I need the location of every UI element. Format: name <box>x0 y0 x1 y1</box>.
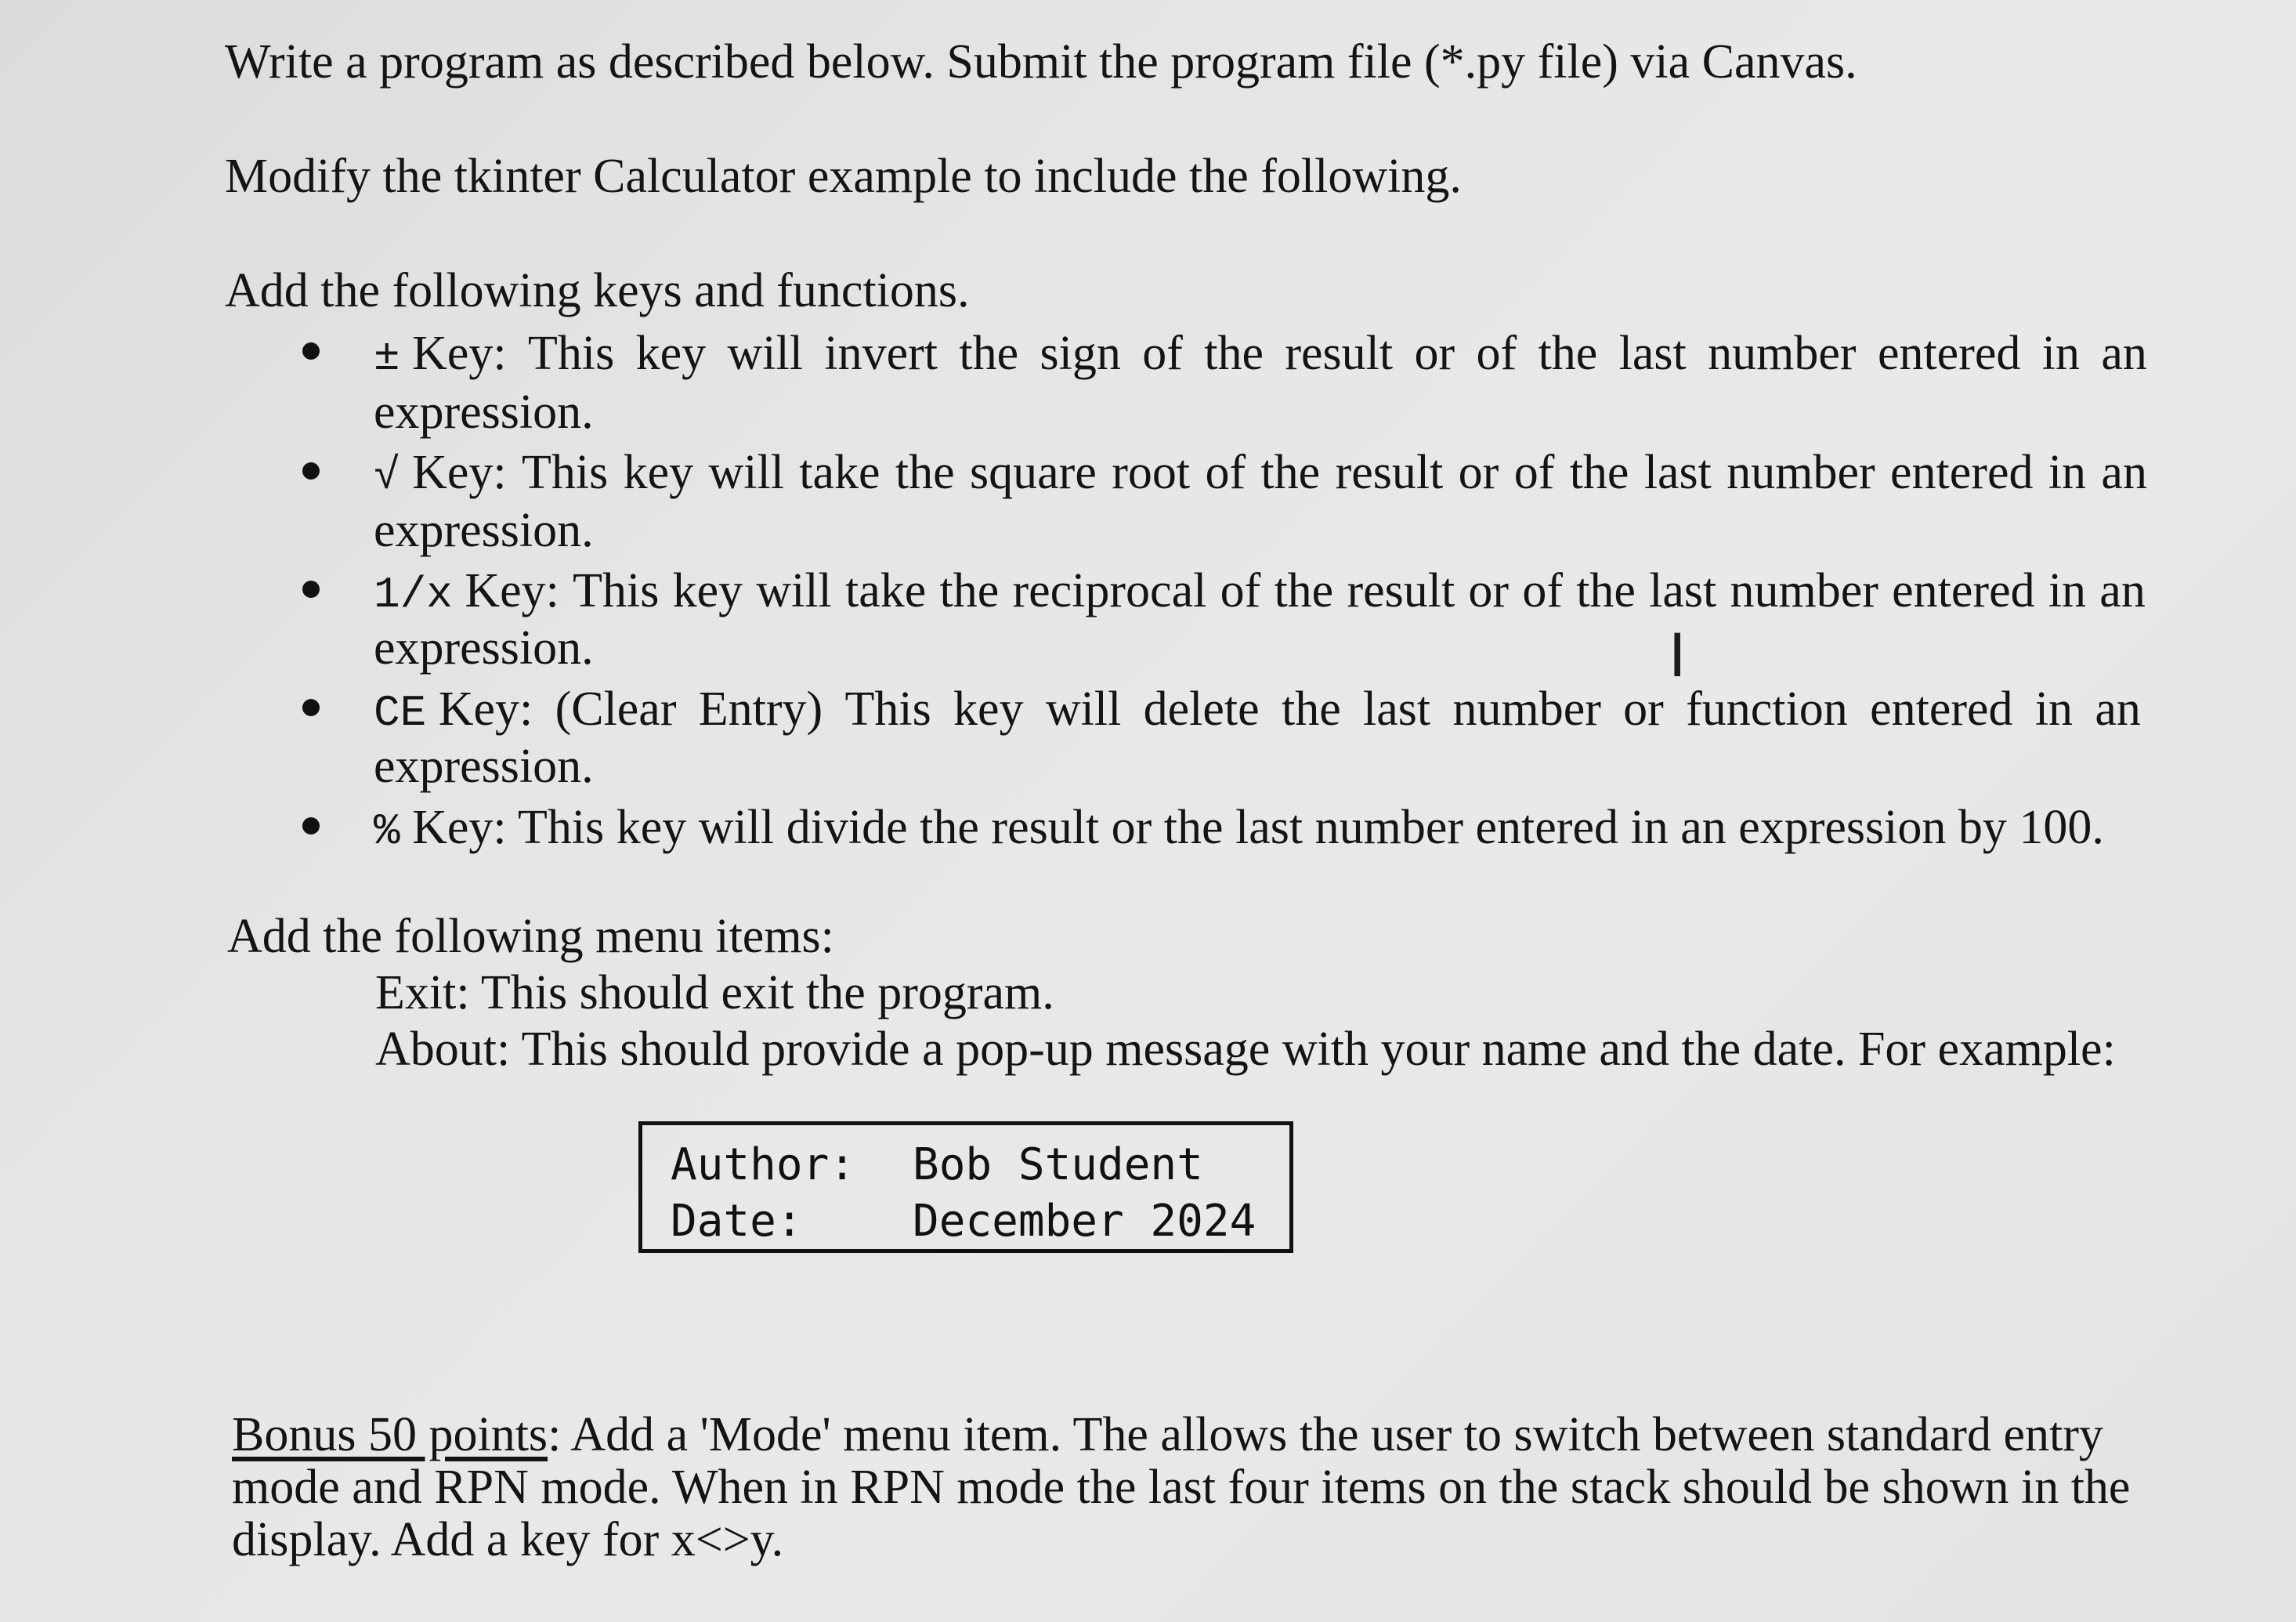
keys-heading: Add the following keys and functions. <box>225 264 970 317</box>
bullet-icon <box>302 699 320 716</box>
key-name: √ <box>374 451 400 501</box>
key-name: ± <box>374 332 400 382</box>
bonus-line-2: mode and RPN mode. When in RPN mode the last four items on the stack should be shown in the <box>232 1461 2131 1514</box>
date-value: December 2024 <box>913 1196 1256 1247</box>
author-value: Bob Student <box>913 1139 1203 1190</box>
bonus-line-1: Bonus 50 points: Add a 'Mode' menu item. The allows the user to switch between standard entry <box>232 1408 2103 1461</box>
percent-key-line: % Key: This key will divide the result or the last number entered in an expression by 100. <box>374 801 2104 856</box>
bonus-line-3: display. Add a key for x<>y. <box>232 1513 784 1566</box>
menu-about-line: About: This should provide a pop-up message with your name and the date. For example: <box>375 1023 2116 1076</box>
text-cursor-icon: Ι <box>1669 621 1687 690</box>
bullet-icon <box>302 462 320 480</box>
square-root-key-line: √ Key: This key will take the square root of the result or of the last number entered in an <box>374 446 2147 501</box>
bullet-icon <box>302 342 320 360</box>
date-label: Date: <box>671 1196 803 1247</box>
instruction-line-1: Write a program as described below. Submit the program file (*.py file) via Canvas. <box>225 35 1857 89</box>
plus-minus-key-line-2: expression. <box>374 386 594 439</box>
square-root-key-line-2: expression. <box>374 504 594 557</box>
menu-exit-line: Exit: This should exit the program. <box>375 966 1054 1019</box>
bullet-icon <box>302 581 320 598</box>
key-name: CE <box>374 688 427 738</box>
reciprocal-key-line: 1/x Key: This key will take the reciprocal of the result or of the last number entered in an <box>374 564 2146 620</box>
reciprocal-key-line-2: expression. <box>374 621 594 675</box>
instruction-line-2: Modify the tkinter Calculator example to include the following. <box>225 150 1462 203</box>
menu-heading: Add the following menu items: <box>227 910 834 963</box>
clear-entry-key-line-2: expression. <box>374 740 594 793</box>
bullet-icon <box>302 817 320 835</box>
key-name: % <box>374 806 400 856</box>
key-name: 1/x <box>374 570 453 620</box>
bonus-label: Bonus 50 points <box>232 1408 548 1461</box>
clear-entry-key-line: CE Key: (Clear Entry) This key will delete the last number or function entered in an <box>374 682 2141 738</box>
author-label: Author: <box>671 1139 856 1190</box>
plus-minus-key-line: ± Key: This key will invert the sign of the result or of the last number entered in an <box>374 327 2147 382</box>
about-example-box <box>638 1121 1293 1253</box>
